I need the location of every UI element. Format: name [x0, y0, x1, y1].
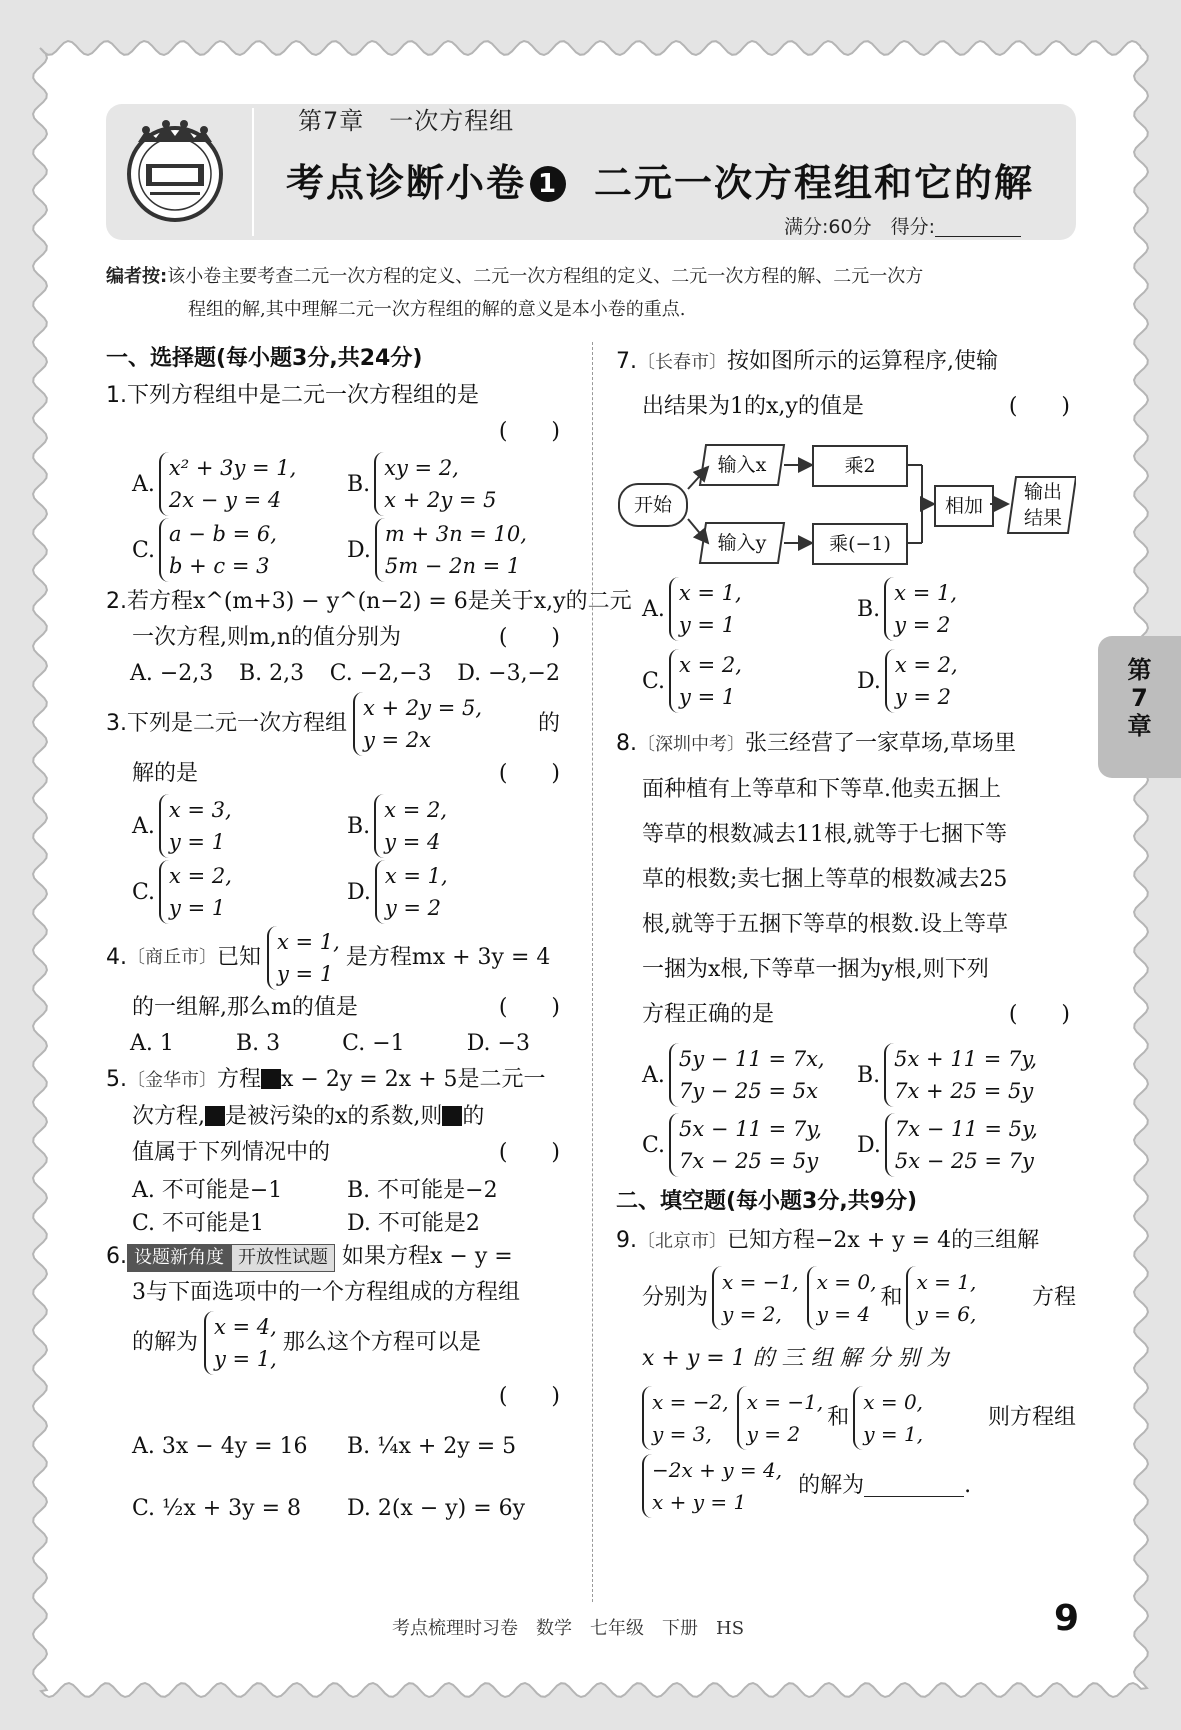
- equation-line: y = 4: [384, 830, 441, 854]
- option-label: A.: [132, 471, 155, 497]
- equation-system: [159, 860, 232, 924]
- answer-blank[interactable]: [864, 1476, 964, 1497]
- question-text: 的解为: [132, 1330, 199, 1355]
- flow-input-x: 输入x: [717, 454, 767, 476]
- section-heading-choice: 一、选择题(每小题3分,共24分): [106, 346, 423, 371]
- option-label: A.: [642, 1062, 665, 1088]
- flow-times-neg1: 乘(−1): [812, 523, 908, 565]
- equation-line: y = 2: [894, 685, 952, 709]
- equation-line: x = −1,: [722, 1270, 799, 1294]
- equation-system: [807, 1266, 877, 1330]
- option-label: C.: [642, 668, 666, 694]
- equation-line: y = 2: [384, 896, 442, 920]
- option-c[interactable]: C. −2,−3: [329, 661, 432, 686]
- equation-line: x = 1,: [277, 930, 340, 954]
- equation-system: [906, 1266, 976, 1330]
- equation-line: x = 1,: [384, 864, 448, 888]
- answer-paren[interactable]: ( ): [498, 995, 560, 1020]
- title-topic: 二元一次方程组和它的解: [594, 161, 1035, 205]
- title-number-badge: 1: [530, 166, 566, 202]
- option-d[interactable]: D. −3,−2: [457, 661, 560, 686]
- flow-input-y: 输入y: [717, 532, 767, 554]
- flow-add: 相加: [934, 485, 994, 527]
- tag-new-angle: 设题新角度: [127, 1244, 231, 1272]
- title-prefix: 考点诊断小卷: [286, 161, 527, 205]
- option-b[interactable]: B. ¼x + 2y = 5: [347, 1434, 517, 1459]
- equation-line: x² + 3y = 1,: [168, 456, 297, 480]
- footer-text: 考点梳理时习卷 数学 七年级 下册 HS: [392, 1618, 745, 1639]
- equation-line: 5m − 2n = 1: [384, 554, 521, 578]
- flowchart: [616, 439, 1076, 569]
- equation-system: [737, 1386, 824, 1450]
- question-text: 和: [880, 1285, 903, 1310]
- equation-system: [267, 926, 340, 990]
- question-text: 下列方程组中是二元一次方程组的是: [127, 383, 480, 408]
- left-column: [106, 340, 632, 1541]
- question-number: 8.: [616, 731, 637, 756]
- question-number: 3.: [106, 711, 127, 736]
- question-source: 〔金华市〕: [127, 1070, 217, 1091]
- option-label: B.: [857, 596, 881, 622]
- equation-line: x + y = 1: [652, 1490, 747, 1514]
- equation-system: [375, 860, 448, 924]
- equation-line: y = 1: [169, 896, 226, 920]
- question-text: 3与下面选项中的一个方程组成的方程组: [132, 1280, 520, 1305]
- question-number: 7.: [616, 349, 637, 374]
- page-number: 9: [1054, 1598, 1080, 1639]
- equation-system: [712, 1266, 799, 1330]
- equation-line: a − b = 6,: [169, 522, 277, 546]
- flow-output-line: 结果: [1023, 507, 1062, 529]
- equation-line: x + 2y = 5,: [363, 696, 483, 720]
- option-d[interactable]: [347, 860, 562, 924]
- editor-note-label: 编者按:: [106, 266, 168, 287]
- equation-system: [669, 1043, 825, 1107]
- answer-paren[interactable]: ( ): [498, 761, 560, 786]
- equation-line: x = 2,: [169, 864, 232, 888]
- chapter-side-tab: [1098, 636, 1181, 778]
- equation-system: [853, 1386, 923, 1450]
- question-source: 〔北京市〕: [637, 1231, 727, 1252]
- option-a[interactable]: [642, 577, 857, 641]
- option-b[interactable]: B. 2,3: [238, 661, 305, 686]
- equation-line: 5y − 11 = 7x,: [678, 1047, 825, 1071]
- question-text: 是方程mx + 3y = 4: [345, 945, 551, 970]
- option-a[interactable]: A. 1: [130, 1031, 174, 1056]
- question-text: x − 2y = 2x + 5是二元一: [281, 1067, 546, 1092]
- equation-line: 5x − 11 = 7y,: [679, 1117, 822, 1141]
- question-text: 那么这个方程可以是: [282, 1330, 481, 1355]
- equation-line: x = −2,: [652, 1390, 729, 1414]
- equation-line: 5x + 11 = 7y,: [894, 1047, 1038, 1071]
- question-text: 一次方程,则m,n的值分别为: [132, 625, 402, 650]
- equation-line: x = 1,: [678, 581, 742, 605]
- period: .: [964, 1473, 972, 1498]
- answer-paren[interactable]: ( ): [498, 625, 560, 650]
- equation-line: x + 2y = 5: [384, 488, 497, 512]
- editor-note-line: 程组的解,其中理解二元一次方程组的解的意义是本小卷的重点.: [188, 299, 686, 320]
- question-8: [616, 721, 1076, 1177]
- question-text: 解的是: [132, 761, 199, 786]
- question-text: 的一组解,那么m的值是: [132, 995, 358, 1020]
- question-text: x + y = 1 的 三 组 解 分 别 为: [642, 1346, 949, 1371]
- score-text: 满分:60分 得分:: [784, 216, 935, 238]
- question-number: 5.: [106, 1067, 127, 1092]
- equation-line: y = 1: [678, 613, 736, 637]
- question-1: [106, 378, 566, 582]
- equation-line: y = 2: [894, 613, 951, 637]
- question-source: 〔商丘市〕: [127, 947, 217, 968]
- option-a[interactable]: A. −2,3: [130, 661, 214, 686]
- equation-line: x = 0,: [816, 1270, 877, 1294]
- equation-line: x = 2,: [894, 653, 958, 677]
- equation-system: [884, 577, 957, 641]
- option-label: B.: [857, 1062, 881, 1088]
- equation-line: m + 3n = 10,: [384, 522, 527, 546]
- publisher-logo-icon: [116, 112, 234, 230]
- option-c[interactable]: [132, 518, 347, 582]
- equation-line: y = 1,: [863, 1422, 924, 1446]
- column-divider: [592, 342, 593, 1602]
- equation-system: [669, 577, 742, 641]
- equation-system: [353, 692, 482, 756]
- equation-line: b + c = 3: [169, 554, 270, 578]
- question-text: 的: [537, 711, 560, 736]
- option-a[interactable]: [132, 452, 347, 516]
- question-text: 则方程组: [987, 1405, 1076, 1430]
- flow-times-2: 乘2: [812, 445, 908, 487]
- equation-system: [159, 794, 232, 858]
- equation-line: x = 4,: [214, 1315, 277, 1339]
- chapter-label: 第7章 一次方程组: [298, 107, 515, 135]
- equation-line: y = 4: [816, 1302, 871, 1326]
- header-divider: [252, 108, 254, 236]
- equation-system: [669, 1113, 822, 1177]
- equation-line: y = 1: [168, 830, 226, 854]
- editor-note: [106, 260, 1076, 326]
- option-label: D.: [347, 537, 371, 563]
- answer-paren[interactable]: ( ): [1008, 394, 1070, 419]
- equation-line: x = 0,: [863, 1390, 924, 1414]
- question-text: 等草的根数减去11根,就等于七捆下等: [642, 822, 1007, 847]
- question-text: 一捆为x根,下等草一捆为y根,则下列: [642, 957, 989, 982]
- question-text: 下列是二元一次方程组: [127, 711, 348, 736]
- equation-line: 7x − 25 = 5y: [679, 1149, 819, 1173]
- equation-system: [374, 452, 496, 516]
- option-d[interactable]: D. 不可能是2: [347, 1211, 480, 1236]
- question-text: 次方程,: [132, 1104, 205, 1129]
- equation-line: x = 3,: [168, 798, 232, 822]
- option-label: D.: [857, 1132, 881, 1158]
- question-9: [616, 1221, 1076, 1518]
- option-b[interactable]: [857, 577, 1072, 641]
- equation-line: y = 1,: [214, 1347, 277, 1371]
- question-text: 已知: [217, 945, 262, 970]
- option-c[interactable]: [642, 1113, 857, 1177]
- side-tab-text: 章: [1127, 712, 1152, 740]
- equation-line: 7x + 25 = 5y: [894, 1079, 1034, 1103]
- equation-line: y = 1: [679, 685, 736, 709]
- option-c[interactable]: [642, 649, 857, 713]
- question-5: [106, 1062, 566, 1237]
- option-label: B.: [347, 813, 371, 839]
- question-text: 方程: [217, 1067, 262, 1092]
- option-d[interactable]: D. 2(x − y) = 6y: [347, 1496, 526, 1521]
- option-a[interactable]: A. 3x − 4y = 16: [132, 1434, 308, 1459]
- question-text: 方程: [1031, 1285, 1076, 1310]
- option-c[interactable]: [132, 860, 347, 924]
- answer-paren[interactable]: ( ): [498, 1140, 560, 1165]
- equation-line: y = 1: [277, 962, 334, 986]
- question-text: 面种植有上等草和下等草.他卖五捆上: [642, 777, 1001, 802]
- equation-system: [159, 518, 277, 582]
- question-number: 2.: [106, 589, 127, 614]
- equation-line: 7x − 11 = 5y,: [894, 1117, 1038, 1141]
- equation-line: 5x − 25 = 7y: [894, 1149, 1034, 1173]
- option-label: B.: [347, 471, 371, 497]
- equation-system: [885, 649, 958, 713]
- equation-line: −2x + y = 4,: [652, 1458, 783, 1482]
- option-b[interactable]: B. 不可能是−2: [347, 1178, 498, 1203]
- option-b[interactable]: [347, 794, 562, 858]
- option-label: C.: [132, 537, 156, 563]
- tag-open-question: 开放性试题: [231, 1244, 335, 1272]
- equation-line: y = 2,: [722, 1302, 782, 1326]
- page-title: [286, 152, 1034, 207]
- question-text: 若方程x^(m+3) − y^(n−2) = 6是关于x,y的二元: [127, 589, 632, 614]
- flow-output: [1012, 479, 1074, 531]
- equation-system: [884, 1043, 1037, 1107]
- answer-paren[interactable]: ( ): [498, 419, 560, 444]
- question-text: 已知方程−2x + y = 4的三组解: [727, 1228, 1040, 1253]
- smudge-block-icon: [442, 1106, 462, 1126]
- flow-output-line: 输出: [1023, 481, 1062, 503]
- option-label: A.: [132, 813, 155, 839]
- equation-system: [669, 649, 742, 713]
- question-number: 4.: [106, 945, 127, 970]
- equation-system: [159, 452, 296, 516]
- question-text: 出结果为1的x,y的值是: [642, 394, 864, 419]
- equation-line: x = 1,: [916, 1270, 977, 1294]
- question-text: 草的根数;卖七捆上等草的根数减去25: [642, 867, 1008, 892]
- equation-line: x = 2,: [679, 653, 742, 677]
- question-number: 1.: [106, 383, 127, 408]
- smudge-block-icon: [205, 1106, 225, 1126]
- score-blank[interactable]: [935, 216, 1021, 237]
- option-b[interactable]: [857, 1043, 1072, 1107]
- question-text: 分别为: [642, 1285, 709, 1310]
- option-d[interactable]: [347, 518, 562, 582]
- question-6: [106, 1239, 566, 1539]
- option-label: C.: [132, 879, 156, 905]
- question-text: 方程正确的是: [642, 1002, 775, 1027]
- equation-line: 2x − y = 4: [168, 488, 282, 512]
- question-7: [616, 340, 1076, 713]
- question-number: 9.: [616, 1228, 637, 1253]
- equation-line: y = 2x: [363, 728, 432, 752]
- equation-system: [374, 794, 447, 858]
- option-c[interactable]: C. −1: [342, 1031, 405, 1056]
- option-label: D.: [347, 879, 371, 905]
- option-d[interactable]: D. −3: [466, 1031, 530, 1056]
- equation-line: 7y − 25 = 5x: [678, 1079, 818, 1103]
- equation-system: [642, 1386, 729, 1450]
- equation-system: [375, 518, 527, 582]
- smudge-block-icon: [261, 1069, 281, 1089]
- equation-line: y = 3,: [652, 1422, 712, 1446]
- right-column: [616, 340, 1076, 1522]
- question-text: 和: [827, 1405, 850, 1430]
- question-text: 张三经营了一家草场,草场里: [745, 731, 1016, 756]
- option-c[interactable]: C. 不可能是1: [132, 1211, 265, 1236]
- equation-system: [642, 1454, 782, 1518]
- question-text: 按如图所示的运算程序,使输: [727, 349, 998, 374]
- question-3: [106, 692, 566, 924]
- equation-line: x = 2,: [384, 798, 447, 822]
- question-text: 的解为: [798, 1473, 865, 1498]
- question-text: 根,就等于五捆下等草的根数.设上等草: [642, 912, 1008, 937]
- side-tab-text: 7: [1131, 684, 1148, 712]
- equation-line: x = −1,: [746, 1390, 824, 1414]
- question-source: 〔深圳中考〕: [637, 734, 745, 755]
- question-text: 如果方程x − y =: [342, 1244, 513, 1269]
- side-tab-text: 第: [1127, 656, 1152, 684]
- section-heading-fill: 二、填空题(每小题3分,共9分): [616, 1189, 918, 1214]
- question-2: [106, 584, 632, 692]
- score-line: [784, 212, 1021, 239]
- question-text: 的: [462, 1104, 485, 1129]
- question-text: 值属于下列情况中的: [132, 1140, 331, 1165]
- option-d[interactable]: [857, 649, 1072, 713]
- equation-line: y = 2: [746, 1422, 801, 1446]
- option-b[interactable]: B. 3: [235, 1031, 281, 1056]
- option-c[interactable]: C. ½x + 3y = 8: [132, 1496, 302, 1521]
- question-source: 〔长春市〕: [637, 352, 727, 373]
- option-b[interactable]: [347, 452, 562, 516]
- option-label: A.: [642, 596, 665, 622]
- equation-system: [885, 1113, 1038, 1177]
- answer-paren[interactable]: ( ): [498, 1384, 560, 1409]
- equation-system: [204, 1311, 277, 1375]
- question-text: 是被污染的x的系数,则: [225, 1104, 443, 1129]
- equation-line: x = 1,: [894, 581, 957, 605]
- option-label: D.: [857, 668, 881, 694]
- question-4: [106, 926, 566, 1062]
- editor-note-line: 该小卷主要考查二元一次方程的定义、二元一次方程组的定义、二元一次方程的解、二元一次方: [167, 266, 924, 287]
- option-label: C.: [642, 1132, 666, 1158]
- option-d[interactable]: [857, 1113, 1072, 1177]
- equation-line: xy = 2,: [384, 456, 459, 480]
- flow-start: 开始: [618, 483, 688, 527]
- answer-paren[interactable]: ( ): [1008, 1002, 1070, 1027]
- equation-line: y = 6,: [916, 1302, 977, 1326]
- option-a[interactable]: A. 不可能是−1: [132, 1178, 283, 1203]
- option-a[interactable]: [132, 794, 347, 858]
- question-number: 6.: [106, 1244, 127, 1269]
- option-a[interactable]: [642, 1043, 857, 1107]
